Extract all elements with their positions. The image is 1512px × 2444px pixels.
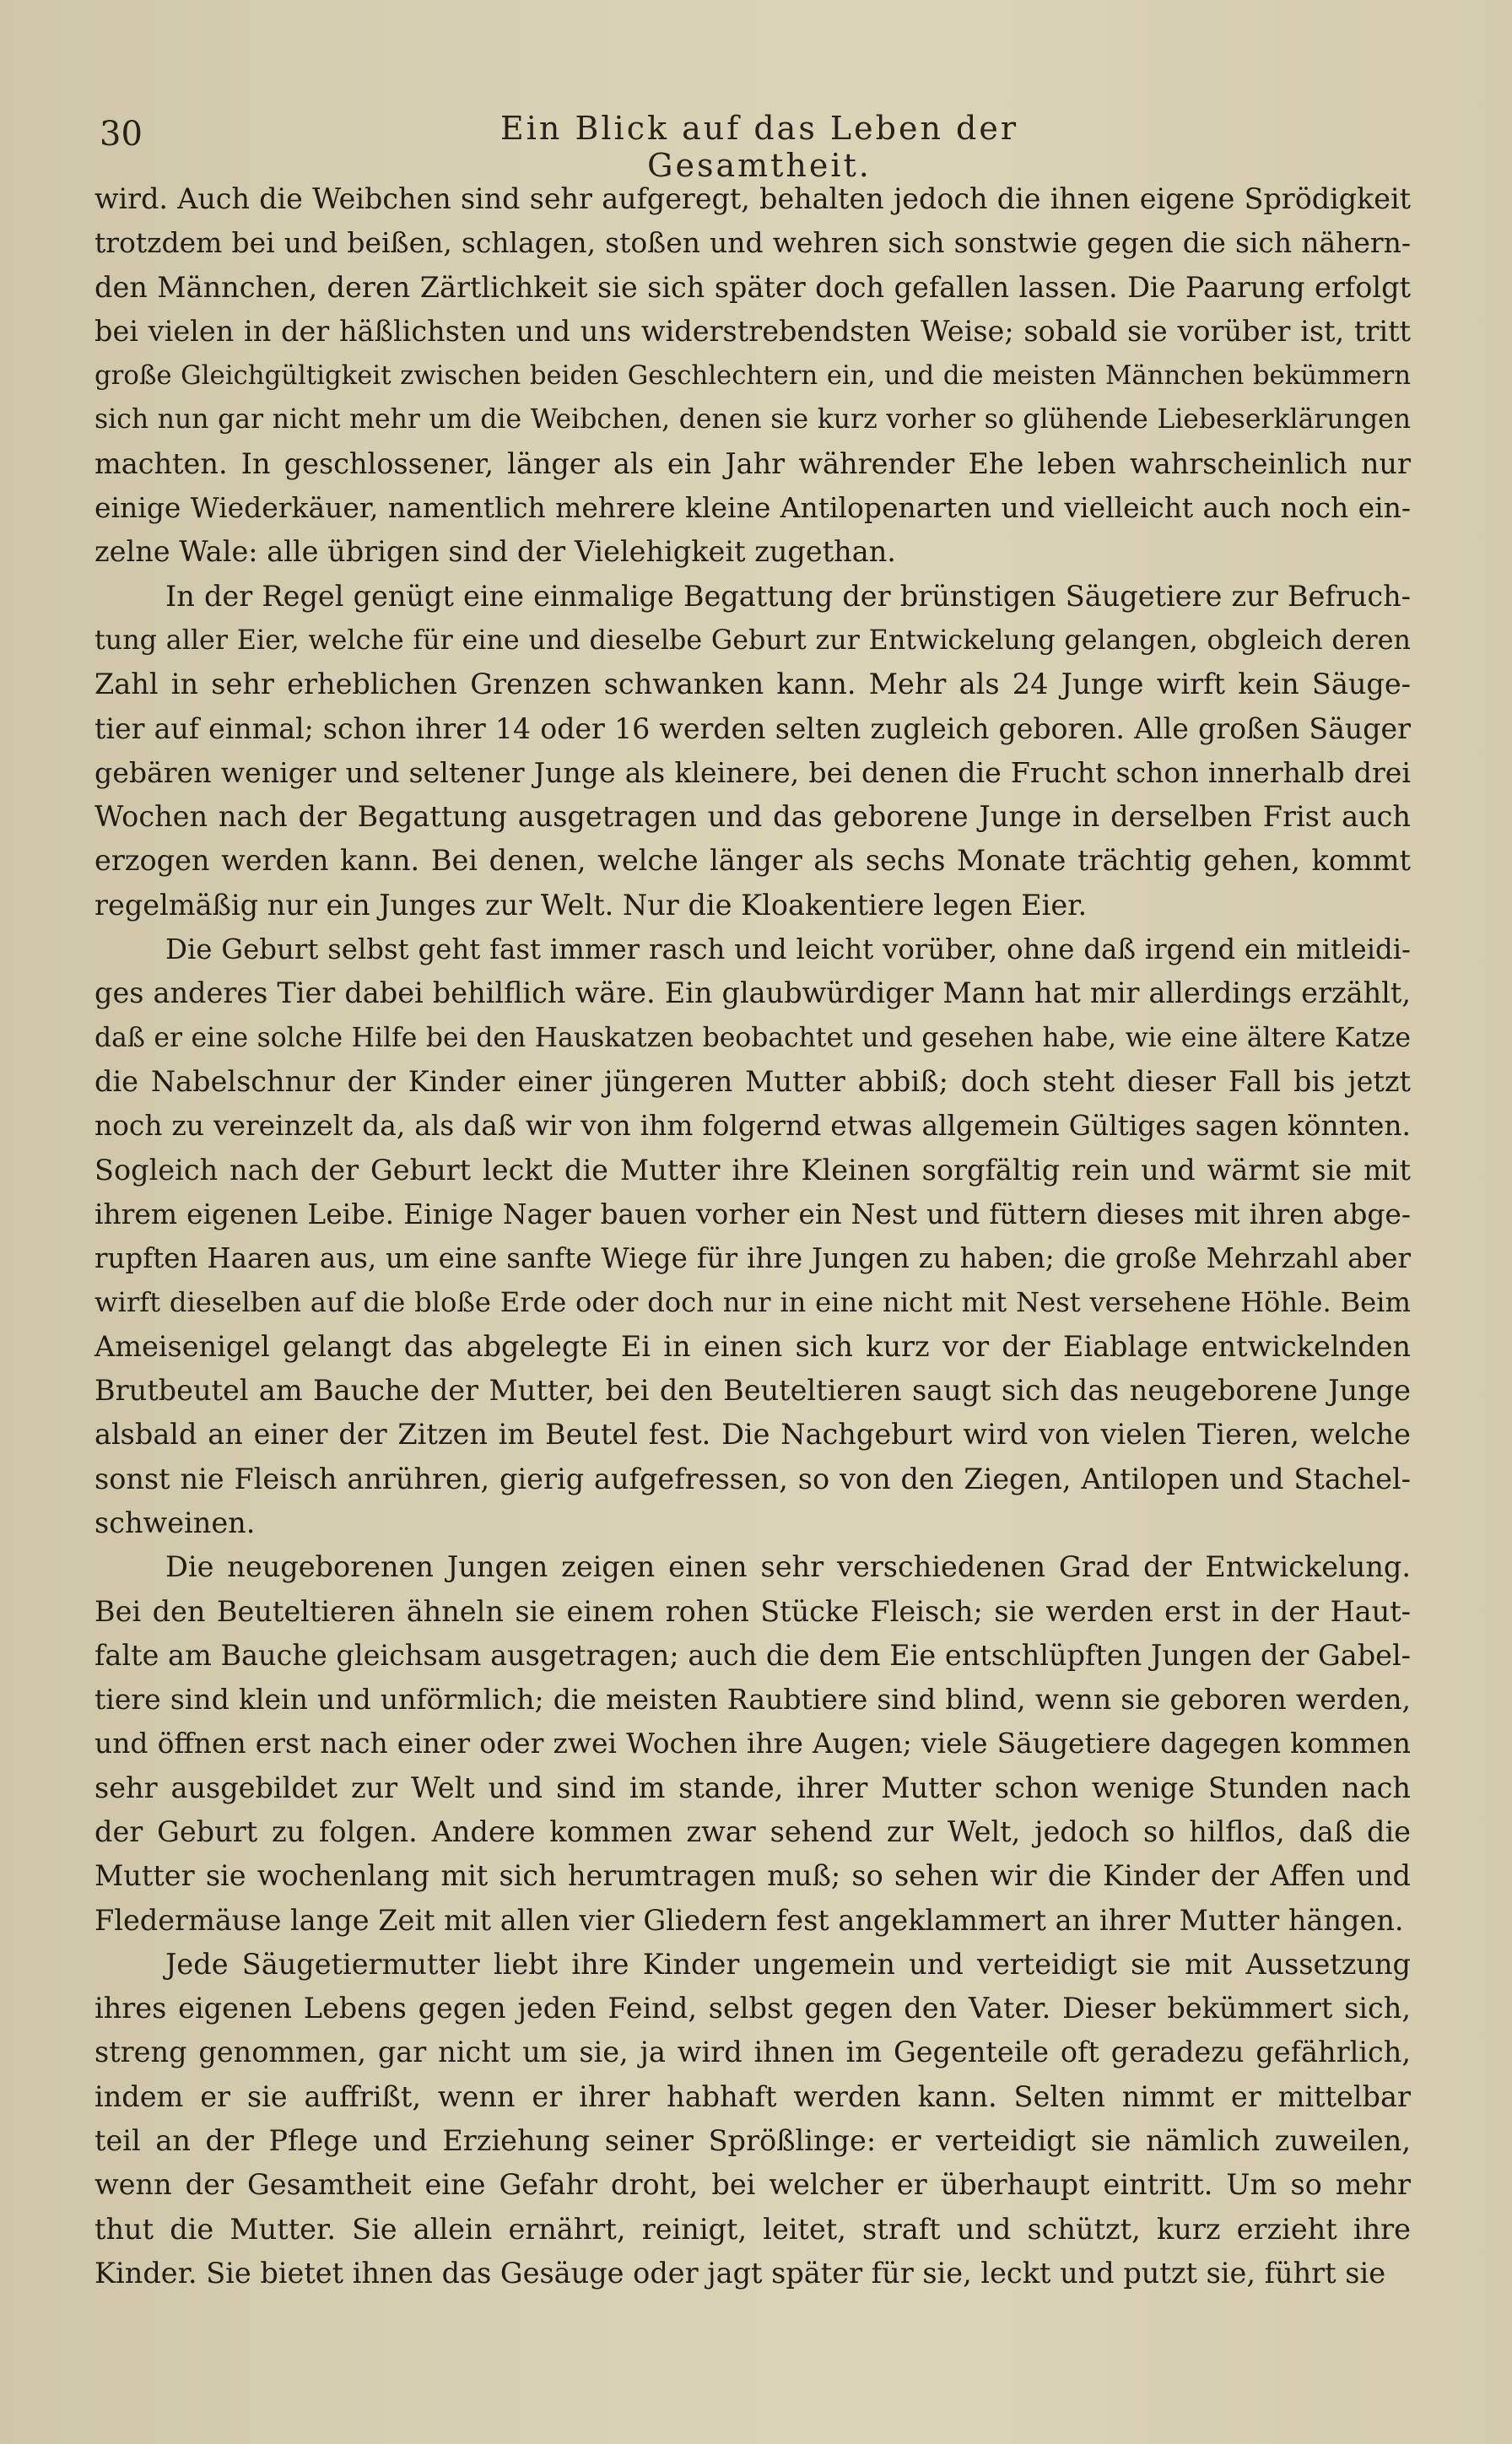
- text-line: Fledermäuse lange Zeit mit allen vier Gliedern fest angeklammert an ihrer Mutter hängen.: [94, 1903, 1404, 1937]
- text-line: noch zu vereinzelt da, als daß wir von ihm folgernd etwas allgemein Gültiges sagen könnten.: [94, 1110, 1411, 1143]
- page-number: 30: [100, 115, 143, 154]
- text-line: der Geburt zu folgen. Andere kommen zwar sehend zur Welt, jedoch so hilflos, daß die: [94, 1814, 1411, 1848]
- text-line: rupften Haaren aus, um eine sanfte Wiege für ihre Jungen zu haben; die große Mehrzahl aber: [94, 1242, 1411, 1275]
- text-line: Jede Säugetiermutter liebt ihre Kinder ungemein und verteidigt sie mit Aussetzung: [165, 1947, 1411, 1981]
- text-line: ges anderes Tier dabei behilflich wäre. Ein glaubwürdiger Mann hat mir allerdings erzählt,: [94, 976, 1411, 1010]
- text-line: streng genommen, gar nicht um sie, ja wird ihnen im Gegenteile oft geradezu gefährlich,: [94, 2036, 1411, 2069]
- text-line: daß er eine solche Hilfe bei den Hauskatzen beobachtet und gesehen habe, wie eine ältere Katze: [94, 1022, 1411, 1053]
- text-line: tung aller Eier, welche für eine und dieselbe Geburt zur Entwickelung gelangen, obgleich deren: [94, 625, 1411, 656]
- text-line: Ameisenigel gelangt das abgelegte Ei in einen sich kurz vor der Eiablage entwickelnden: [94, 1329, 1411, 1363]
- text-line: bei vielen in der häßlichsten und uns widerstrebendsten Weise; sobald sie vorüber ist, tritt: [94, 314, 1411, 348]
- running-head: Ein Blick auf das Leben der Gesamtheit.: [500, 110, 1018, 184]
- text-line: alsbald an einer der Zitzen im Beutel fest. Die Nachgeburt wird von vielen Tieren, welche: [94, 1418, 1411, 1452]
- text-line: sonst nie Fleisch anrühren, gierig aufgefressen, so von den Ziegen, Antilopen und Stachel-: [94, 1462, 1411, 1495]
- text-line: wenn der Gesamtheit eine Gefahr droht, bei welcher er überhaupt eintritt. Um so mehr: [94, 2168, 1411, 2202]
- text-line: Bei den Beuteltieren ähneln sie einem rohen Stücke Fleisch; sie werden erst in der Haut-: [94, 1594, 1411, 1628]
- text-line: Kinder. Sie bietet ihnen das Gesäuge oder jagt später für sie, leckt und putzt sie, führt sie: [94, 2256, 1386, 2290]
- text-line: Die Geburt selbst geht fast immer rasch und leicht vorüber, ohne daß irgend ein mitleidi-: [165, 933, 1411, 966]
- text-line: Zahl in sehr erheblichen Grenzen schwanken kann. Mehr als 24 Junge wirft kein Säuge-: [94, 668, 1411, 701]
- paragraph: [94, 177, 1411, 575]
- page-header: [0, 108, 1512, 184]
- text-line: machten. In geschlossener, länger als ein Jahr währender Ehe leben wahrscheinlich nur: [94, 446, 1411, 480]
- paragraph: [94, 575, 1411, 927]
- body-text: [94, 177, 1411, 2295]
- text-line: In der Regel genügt eine einmalige Begattung der brünstigen Säugetiere zur Befruch-: [165, 579, 1411, 613]
- text-line: falte am Bauche gleichsam ausgetragen; auch die dem Eie entschlüpften Jungen der Gabel-: [94, 1638, 1411, 1672]
- text-line: trotzdem bei und beißen, schlagen, stoßen und wehren sich sonstwie gegen die sich nähern-: [94, 226, 1411, 260]
- paragraph: [94, 927, 1411, 1545]
- text-line: sehr ausgebildet zur Welt und sind im stande, ihrer Mutter schon wenige Stunden nach: [94, 1771, 1411, 1804]
- text-line: wird. Auch die Weibchen sind sehr aufgeregt, behalten jedoch die ihnen eigene Sprödigkeit: [94, 182, 1411, 215]
- text-line: einige Wiederkäuer, namentlich mehrere kleine Antilopenarten und vielleicht auch noch ein-: [94, 491, 1411, 525]
- text-line: ihres eigenen Lebens gegen jeden Feind, selbst gegen den Vater. Dieser bekümmert sich,: [94, 1992, 1411, 2025]
- text-line: tier auf einmal; schon ihrer 14 oder 16 werden selten zugleich geboren. Alle großen Säuger: [94, 711, 1411, 745]
- text-line: Die neugeborenen Jungen zeigen einen sehr verschiedenen Grad der Entwickelung.: [165, 1550, 1411, 1584]
- paragraph: [94, 1545, 1411, 1943]
- text-line: und öffnen erst nach einer oder zwei Wochen ihre Augen; viele Säugetiere dagegen kommen: [94, 1727, 1411, 1760]
- text-line: den Männchen, deren Zärtlichkeit sie sich später doch gefallen lassen. Die Paarung erfolgt: [94, 270, 1411, 304]
- text-line: wirft dieselben auf die bloße Erde oder doch nur in eine nicht mit Nest versehene Höhle. Beim: [94, 1286, 1411, 1319]
- text-line: thut die Mutter. Sie allein ernährt, reinigt, leitet, straft und schützt, kurz erzieht ihre: [94, 2212, 1411, 2246]
- text-line: sich nun gar nicht mehr um die Weibchen, denen sie kurz vorher so glühende Liebeserklärungen: [94, 404, 1411, 435]
- text-line: zelne Wale: alle übrigen sind der Vielehigkeit zugethan.: [94, 535, 896, 569]
- paragraph: [94, 1943, 1411, 2295]
- text-line: ihrem eigenen Leibe. Einige Nager bauen vorher ein Nest und füttern dieses mit ihren abge-: [94, 1197, 1411, 1230]
- text-line: Brutbeutel am Bauche der Mutter, bei den Beuteltieren saugt sich das neugeborene Junge: [94, 1374, 1411, 1408]
- text-line: Sogleich nach der Geburt leckt die Mutter ihre Kleinen sorgfältig rein und wärmt sie mit: [94, 1153, 1411, 1187]
- text-line: indem er sie auffrißt, wenn er ihrer habhaft werden kann. Selten nimmt er mittelbar: [94, 2079, 1411, 2113]
- text-line: schweinen.: [94, 1506, 256, 1539]
- text-line: Wochen nach der Begattung ausgetragen und das geborene Junge in derselben Frist auch: [94, 800, 1411, 834]
- text-line: die Nabelschnur der Kinder einer jüngeren Mutter abbiß; doch steht dieser Fall bis jetzt: [94, 1064, 1411, 1098]
- text-line: Mutter sie wochenlang mit sich herumtragen muß; so sehen wir die Kinder der Affen und: [94, 1859, 1411, 1893]
- text-line: große Gleichgültigkeit zwischen beiden Geschlechtern ein, und die meisten Männchen bekümmern: [94, 360, 1411, 392]
- text-line: gebären weniger und seltener Junge als kleinere, bei denen die Frucht schon innerhalb drei: [94, 755, 1411, 789]
- text-line: teil an der Pflege und Erziehung seiner Sprößlinge: er verteidigt sie nämlich zuweilen,: [94, 2124, 1411, 2158]
- text-line: regelmäßig nur ein Junges zur Welt. Nur die Kloakentiere legen Eier.: [94, 888, 1088, 922]
- text-line: tiere sind klein und unförmlich; die meisten Raubtiere sind blind, wenn sie geboren werden,: [94, 1683, 1411, 1717]
- text-line: erzogen werden kann. Bei denen, welche länger als sechs Monate trächtig gehen, kommt: [94, 844, 1411, 878]
